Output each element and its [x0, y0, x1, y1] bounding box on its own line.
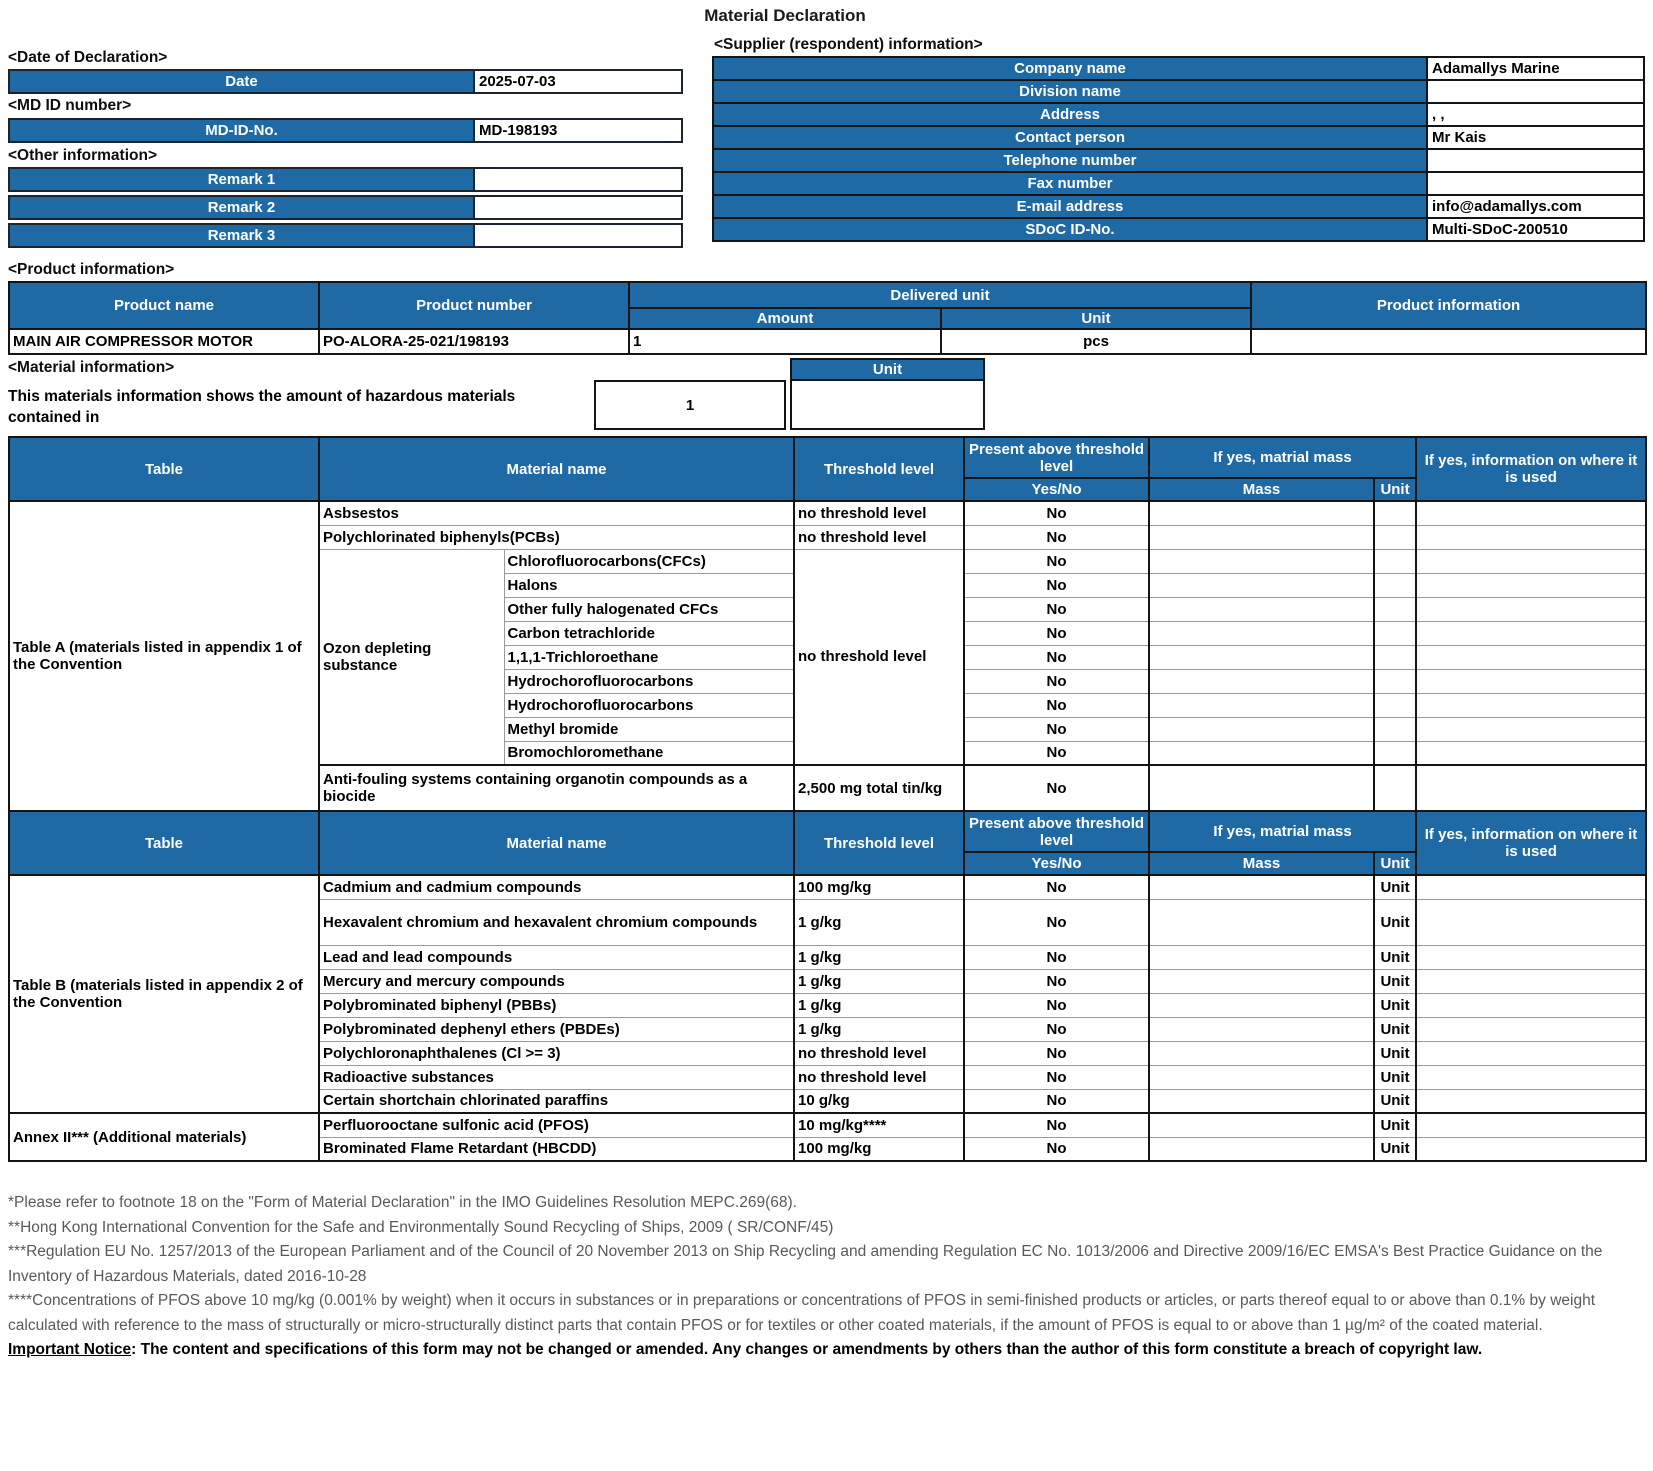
company-name-label-cell: Company name — [714, 58, 1428, 79]
footnote-2: **Hong Kong International Convention for the Safe and Environmentally Sound Recycling of Ships, 2009 ( SR/CONF/45) — [8, 1218, 834, 1236]
unit-cell[interactable] — [1374, 645, 1416, 669]
present-cell[interactable]: No — [964, 525, 1149, 549]
col-header-material-name: Material name — [319, 811, 794, 875]
present-cell[interactable]: No — [964, 993, 1149, 1017]
mass-cell[interactable] — [1149, 525, 1374, 549]
threshold-cell: 1 g/kg — [794, 993, 964, 1017]
fax-label-cell: Fax number — [714, 173, 1428, 194]
page-title: Material Declaration — [704, 6, 866, 25]
mass-cell[interactable] — [1149, 717, 1374, 741]
telephone-label-cell: Telephone number — [714, 150, 1428, 171]
present-cell[interactable]: No — [964, 875, 1149, 899]
col-header-present-above: Present above threshold level — [964, 437, 1149, 478]
remarks-table — [8, 167, 683, 248]
present-cell[interactable]: No — [964, 1065, 1149, 1089]
present-cell[interactable]: No — [964, 573, 1149, 597]
col-header-mass: Mass — [1149, 852, 1374, 875]
unit-cell[interactable]: Unit — [1374, 1113, 1416, 1137]
sdoc-id-label-cell: SDoC ID-No. — [714, 219, 1428, 240]
where-used-cell[interactable] — [1416, 899, 1646, 945]
annex-ii-label-cell: Annex II*** (Additional materials) — [9, 1113, 319, 1161]
product-number-value[interactable]: PO-ALORA-25-021/198193 — [319, 329, 629, 354]
mass-cell[interactable] — [1149, 693, 1374, 717]
footnote-3: ***Regulation EU No. 1257/2013 of the European Parliament and of the Council of 20 November 2013 on Ship Recycling and amending Regulation EC No. 1013/2006 and Directive 2009/16/EC EMSA's Best Practice Guidance on the Inventory of Hazardous Materials, dated 2016-10-28 — [8, 1243, 1603, 1285]
contact-person-label-cell: Contact person — [714, 127, 1428, 148]
amount-header: Amount — [629, 308, 941, 329]
mass-cell[interactable] — [1149, 969, 1374, 993]
where-used-cell[interactable] — [1416, 969, 1646, 993]
present-cell[interactable]: No — [964, 1113, 1149, 1137]
threshold-cell: 1 g/kg — [794, 969, 964, 993]
delivered-unit-header: Delivered unit — [629, 282, 1251, 308]
material-name-cell: Hexavalent chromium and hexavalent chromium compounds — [319, 899, 794, 945]
mass-cell[interactable] — [1149, 621, 1374, 645]
mass-cell[interactable] — [1149, 875, 1374, 899]
where-used-cell[interactable] — [1416, 549, 1646, 573]
col-header-unit: Unit — [1374, 852, 1416, 875]
material-name-cell: Halons — [504, 573, 794, 597]
col-header-table: Table — [9, 811, 319, 875]
col-header-if-yes-mass: If yes, matrial mass — [1149, 437, 1416, 478]
present-cell[interactable]: No — [964, 945, 1149, 969]
material-name-cell: Other fully halogenated CFCs — [504, 597, 794, 621]
threshold-cell: no threshold level — [794, 549, 964, 765]
present-cell[interactable]: No — [964, 621, 1149, 645]
material-name-cell: Brominated Flame Retardant (HBCDD) — [319, 1137, 794, 1161]
product-unit-value[interactable]: pcs — [941, 329, 1251, 354]
where-used-cell[interactable] — [1416, 573, 1646, 597]
md-id-value-field[interactable]: MD-198193 — [475, 120, 681, 141]
unit-cell[interactable] — [1374, 501, 1416, 525]
important-notice — [8, 1338, 1648, 1363]
date-row — [8, 69, 683, 94]
where-used-cell[interactable] — [1416, 765, 1646, 811]
mass-cell[interactable] — [1149, 501, 1374, 525]
where-used-cell[interactable] — [1416, 875, 1646, 899]
material-name-cell: Hydrochorofluorocarbons — [504, 693, 794, 717]
threshold-cell: 1 g/kg — [794, 945, 964, 969]
unit-cell[interactable] — [1374, 549, 1416, 573]
supplier-row-telephone — [712, 148, 1645, 173]
telephone-value-field[interactable] — [1428, 150, 1643, 171]
material-info-unit-header: Unit — [790, 358, 985, 381]
present-cell[interactable]: No — [964, 597, 1149, 621]
email-label-cell: E-mail address — [714, 196, 1428, 217]
threshold-cell: 100 mg/kg — [794, 1137, 964, 1161]
unit-cell[interactable]: Unit — [1374, 899, 1416, 945]
where-used-cell[interactable] — [1416, 525, 1646, 549]
important-notice-text: : The content and specifications of this form may not be changed or amended. Any changes or amendments by others than the author of this form constitute a breach of copyright law. — [131, 1341, 1483, 1358]
mass-cell[interactable] — [1149, 741, 1374, 765]
unit-cell[interactable]: Unit — [1374, 969, 1416, 993]
supplier-row-fax — [712, 171, 1645, 196]
material-info-amount-field[interactable]: 1 — [594, 380, 786, 430]
product-info-value[interactable] — [1251, 329, 1646, 354]
supplier-row-division — [712, 79, 1645, 104]
material-name-cell: Polychlorinated biphenyls(PCBs) — [319, 525, 794, 549]
col-header-where-used: If yes, information on where it is used — [1416, 811, 1646, 875]
where-used-cell[interactable] — [1416, 1065, 1646, 1089]
material-info-description: This materials information shows the amount of hazardous materials contained in — [8, 388, 516, 426]
present-cell[interactable]: No — [964, 1041, 1149, 1065]
present-cell[interactable]: No — [964, 1089, 1149, 1113]
present-cell[interactable]: No — [964, 1017, 1149, 1041]
table-b-label-cell: Table B (materials listed in appendix 2 of the Convention — [9, 875, 319, 1113]
mass-cell[interactable] — [1149, 1065, 1374, 1089]
contact-person-value-field[interactable]: Mr Kais — [1428, 127, 1643, 148]
unit-cell[interactable] — [1374, 717, 1416, 741]
material-name-cell: Mercury and mercury compounds — [319, 969, 794, 993]
col-header-threshold: Threshold level — [794, 811, 964, 875]
section-label-supplier-information: <Supplier (respondent) information> — [714, 36, 983, 53]
where-used-cell[interactable] — [1416, 945, 1646, 969]
address-label-cell: Address — [714, 104, 1428, 125]
col-header-unit: Unit — [1374, 478, 1416, 501]
date-label-cell: Date — [10, 71, 475, 92]
present-cell[interactable]: No — [964, 717, 1149, 741]
supplier-row-sdoc — [712, 217, 1645, 242]
company-name-value-field[interactable]: Adamallys Marine — [1428, 58, 1643, 79]
threshold-cell: no threshold level — [794, 501, 964, 525]
section-label-product-information: <Product information> — [8, 261, 175, 278]
unit-cell[interactable]: Unit — [1374, 875, 1416, 899]
mass-cell[interactable] — [1149, 1041, 1374, 1065]
material-name-cell: Carbon tetrachloride — [504, 621, 794, 645]
present-cell[interactable]: No — [964, 741, 1149, 765]
product-information-header: Product information — [1251, 282, 1646, 329]
where-used-cell[interactable] — [1416, 1017, 1646, 1041]
remark-3-label-cell: Remark 3 — [10, 225, 475, 246]
present-cell[interactable]: No — [964, 669, 1149, 693]
supplier-row-email — [712, 194, 1645, 219]
where-used-cell[interactable] — [1416, 1137, 1646, 1161]
mass-cell[interactable] — [1149, 1137, 1374, 1161]
material-name-cell: Bromochloromethane — [504, 741, 794, 765]
where-used-cell[interactable] — [1416, 645, 1646, 669]
mass-cell[interactable] — [1149, 1089, 1374, 1113]
threshold-cell: no threshold level — [794, 525, 964, 549]
present-cell[interactable]: No — [964, 1137, 1149, 1161]
unit-cell[interactable]: Unit — [1374, 1065, 1416, 1089]
where-used-cell[interactable] — [1416, 693, 1646, 717]
mass-cell[interactable] — [1149, 669, 1374, 693]
product-name-header: Product name — [9, 282, 319, 329]
material-name-cell: Cadmium and cadmium compounds — [319, 875, 794, 899]
product-name-value[interactable]: MAIN AIR COMPRESSOR MOTOR — [9, 329, 319, 354]
mass-cell[interactable] — [1149, 1017, 1374, 1041]
threshold-cell: 2,500 mg total tin/kg — [794, 765, 964, 811]
unit-header: Unit — [941, 308, 1251, 329]
unit-cell[interactable] — [1374, 597, 1416, 621]
threshold-cell: 100 mg/kg — [794, 875, 964, 899]
col-header-yes-no: Yes/No — [964, 852, 1149, 875]
md-id-table — [8, 118, 683, 143]
remark-2-label-cell: Remark 2 — [10, 197, 475, 218]
footnote-4: ****Concentrations of PFOS above 10 mg/kg (0.001% by weight) when it occurs in substances or in preparations or concentrations of PFOS in semi-finished products or articles, or parts thereof equal to or above than 0.1% by weight calculated with reference to the mass of structurally or micro-structurally distinct parts that contain PFOS or for textiles or other coated materials, if the amount of PFOS is equal to or above than 1 µg/m² of the coated material. — [8, 1292, 1595, 1334]
material-name-cell: Perfluorooctane sulfonic acid (PFOS) — [319, 1113, 794, 1137]
material-name-cell: Polybrominated biphenyl (PBBs) — [319, 993, 794, 1017]
threshold-cell: 10 mg/kg**** — [794, 1113, 964, 1137]
address-value-field[interactable]: , , — [1428, 104, 1643, 125]
threshold-cell: no threshold level — [794, 1041, 964, 1065]
material-name-cell: Lead and lead compounds — [319, 945, 794, 969]
footnotes — [8, 1191, 1648, 1363]
remark-3-row — [8, 223, 683, 248]
mass-cell[interactable] — [1149, 1113, 1374, 1137]
unit-cell[interactable]: Unit — [1374, 1041, 1416, 1065]
supplier-table — [712, 56, 1645, 242]
product-table — [8, 281, 1647, 355]
col-header-yes-no: Yes/No — [964, 478, 1149, 501]
supplier-row-contact — [712, 125, 1645, 150]
present-cell[interactable]: No — [964, 501, 1149, 525]
product-number-header: Product number — [319, 282, 629, 329]
col-header-present-above: Present above threshold level — [964, 811, 1149, 852]
unit-cell[interactable] — [1374, 525, 1416, 549]
present-cell[interactable]: No — [964, 693, 1149, 717]
unit-cell[interactable] — [1374, 741, 1416, 765]
remark-2-row — [8, 195, 683, 220]
where-used-cell[interactable] — [1416, 993, 1646, 1017]
mass-cell[interactable] — [1149, 899, 1374, 945]
where-used-cell[interactable] — [1416, 741, 1646, 765]
unit-cell[interactable] — [1374, 573, 1416, 597]
present-cell[interactable]: No — [964, 765, 1149, 811]
where-used-cell[interactable] — [1416, 621, 1646, 645]
unit-cell[interactable] — [1374, 669, 1416, 693]
threshold-cell: 1 g/kg — [794, 899, 964, 945]
threshold-cell: no threshold level — [794, 1065, 964, 1089]
col-header-material-name: Material name — [319, 437, 794, 501]
material-name-cell: Chlorofluorocarbons(CFCs) — [504, 549, 794, 573]
material-name-cell: Polychloronaphthalenes (Cl >= 3) — [319, 1041, 794, 1065]
material-name-cell: Anti-fouling systems containing organotin compounds as a biocide — [319, 765, 794, 811]
remark-1-label-cell: Remark 1 — [10, 169, 475, 190]
mass-cell[interactable] — [1149, 573, 1374, 597]
material-name-cell: Polybrominated dephenyl ethers (PBDEs) — [319, 1017, 794, 1041]
mass-cell[interactable] — [1149, 549, 1374, 573]
unit-cell[interactable]: Unit — [1374, 993, 1416, 1017]
remark-3-value-field[interactable] — [475, 225, 681, 246]
material-name-cell: Methyl bromide — [504, 717, 794, 741]
where-used-cell[interactable] — [1416, 1113, 1646, 1137]
section-label-material-information: <Material information> — [8, 359, 175, 376]
unit-cell[interactable] — [1374, 621, 1416, 645]
unit-cell[interactable] — [1374, 765, 1416, 811]
supplier-row-company — [712, 56, 1645, 81]
material-name-cell: Hydrochorofluorocarbons — [504, 669, 794, 693]
col-header-table: Table — [9, 437, 319, 501]
unit-cell[interactable]: Unit — [1374, 1017, 1416, 1041]
unit-cell[interactable] — [1374, 693, 1416, 717]
mass-cell[interactable] — [1149, 993, 1374, 1017]
fax-value-field[interactable] — [1428, 173, 1643, 194]
material-name-cell: Asbsestos — [319, 501, 794, 525]
where-used-cell[interactable] — [1416, 1041, 1646, 1065]
material-name-cell: 1,1,1-Trichloroethane — [504, 645, 794, 669]
product-amount-value[interactable]: 1 — [629, 329, 941, 354]
where-used-cell[interactable] — [1416, 1089, 1646, 1113]
remark-2-value-field[interactable] — [475, 197, 681, 218]
where-used-cell[interactable] — [1416, 669, 1646, 693]
unit-cell[interactable]: Unit — [1374, 1089, 1416, 1113]
sdoc-id-value-field[interactable]: Multi-SDoC-200510 — [1428, 219, 1643, 240]
material-table — [8, 436, 1647, 1162]
division-name-value-field[interactable] — [1428, 81, 1643, 102]
mass-cell[interactable] — [1149, 645, 1374, 669]
date-value-field[interactable]: 2025-07-03 — [475, 71, 681, 92]
where-used-cell[interactable] — [1416, 717, 1646, 741]
material-info-unit-field[interactable] — [790, 379, 985, 430]
mass-cell[interactable] — [1149, 597, 1374, 621]
present-cell[interactable]: No — [964, 645, 1149, 669]
col-header-where-used: If yes, information on where it is used — [1416, 437, 1646, 501]
col-header-if-yes-mass: If yes, matrial mass — [1149, 811, 1416, 852]
date-table — [8, 69, 683, 94]
material-name-cell: Radioactive substances — [319, 1065, 794, 1089]
mass-cell[interactable] — [1149, 945, 1374, 969]
present-cell[interactable]: No — [964, 549, 1149, 573]
ozone-group-label-cell: Ozon depleting substance — [319, 549, 504, 765]
division-name-label-cell: Division name — [714, 81, 1428, 102]
where-used-cell[interactable] — [1416, 597, 1646, 621]
threshold-cell: 1 g/kg — [794, 1017, 964, 1041]
where-used-cell[interactable] — [1416, 501, 1646, 525]
md-id-row — [8, 118, 683, 143]
material-name-cell: Certain shortchain chlorinated paraffins — [319, 1089, 794, 1113]
col-header-threshold: Threshold level — [794, 437, 964, 501]
present-cell[interactable]: No — [964, 899, 1149, 945]
important-notice-label: Important Notice — [8, 1341, 132, 1358]
md-id-label-cell: MD-ID-No. — [10, 120, 475, 141]
email-value-field[interactable]: info@adamallys.com — [1428, 196, 1643, 217]
footnote-1: *Please refer to footnote 18 on the "Form of Material Declaration" in the IMO Guidelines Resolution MEPC.269(68). — [8, 1194, 797, 1211]
section-label-date-of-declaration: <Date of Declaration> — [8, 49, 168, 66]
mass-cell[interactable] — [1149, 765, 1374, 811]
unit-cell[interactable]: Unit — [1374, 1137, 1416, 1161]
remark-1-value-field[interactable] — [475, 169, 681, 190]
threshold-cell: 10 g/kg — [794, 1089, 964, 1113]
section-label-other-information: <Other information> — [8, 147, 157, 164]
col-header-mass: Mass — [1149, 478, 1374, 501]
remark-1-row — [8, 167, 683, 192]
supplier-row-address — [712, 102, 1645, 127]
section-label-md-id-number: <MD ID number> — [8, 97, 132, 114]
table-a-label-cell: Table A (materials listed in appendix 1 of the Convention — [9, 501, 319, 811]
present-cell[interactable]: No — [964, 969, 1149, 993]
unit-cell[interactable]: Unit — [1374, 945, 1416, 969]
